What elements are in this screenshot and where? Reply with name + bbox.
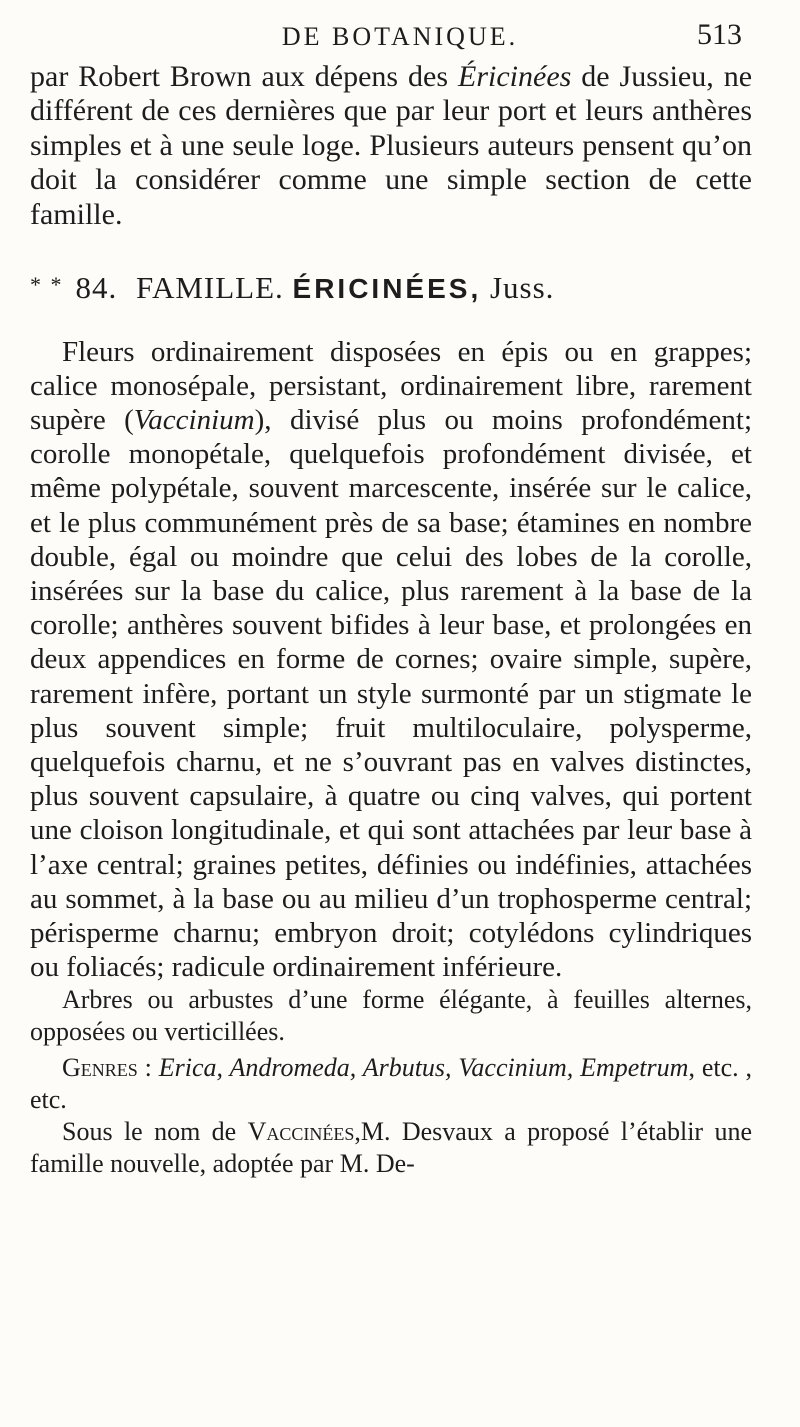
- final-paragraph: [30, 1116, 752, 1180]
- ericinees-term: Éricinées: [458, 60, 572, 93]
- section-number: 84.: [75, 270, 118, 306]
- genres-label: Genres: [62, 1053, 138, 1083]
- genres-list: Erica, Andromeda, Arbutus, Vaccinium, Empetrum: [158, 1053, 689, 1083]
- section-heading: [30, 268, 752, 307]
- description-text-2: ), divisé plus ou moins profondément; corolle monopétale, quelquefois profondément divisée, et même polypétale, souvent marcescente, insérée sur le calice, et le plus communément près de sa base; étamines en nombre double, égal ou moindre que celui des lobes de la corolle, insérées sur la base du calice, plus rarement à la base de la corolle; anthères souvent bifides à leur base, et prolongées en deux appendices en forme de cornes; ovaire simple, supère, rarement infère, portant un style surmonté par un stigmate le plus souvent simple; fruit multiloculaire, polysperme, quelquefois charnu, et ne s’ouvrant pas en valves distinctes, plus souvent capsulaire, à quatre ou cinq valves, qui portent une cloison longitudinale, et qui sont attachées par leur base à l’axe central; graines petites, définies ou indéfinies, attachées au sommet, à la base ou au milieu d’un trophosperme central; périsperme charnu; embryon droit; cotylédons cylindriques ou foliacés; radicule ordinairement inférieure.: [30, 404, 752, 984]
- final-text-2: ,M. Desvaux a proposé l’établir une famille nouvelle, adoptée par M. De-: [30, 1117, 753, 1179]
- family-author: Juss.: [489, 270, 555, 306]
- vaccinees-term: Vaccinées: [247, 1117, 355, 1147]
- intro-text-1: par Robert Brown aux dépens des: [30, 60, 459, 93]
- genres-paragraph: [30, 1052, 752, 1116]
- running-head: DE BOTANIQUE.: [281, 22, 519, 51]
- intro-paragraph: [30, 60, 752, 232]
- vaccinium-term: Vaccinium: [133, 404, 255, 437]
- description-text-1: Fleurs ordinairement disposées en épis ou en grappes; calice monosépale, persistant, ordinairement libre, rarement supère (: [30, 335, 752, 437]
- genres-separator: :: [137, 1053, 159, 1083]
- family-description: [30, 335, 752, 985]
- intro-text-2: de Jussieu, ne différent de ces dernières que par leur port et leurs anthères simples et à une seule loge. Plusieurs auteurs pensent qu’on doit la considérer comme une simple section de cette famille.: [30, 60, 753, 231]
- page-number: 513: [697, 18, 742, 51]
- final-text-1: Sous le nom de: [62, 1117, 248, 1147]
- text-block: [30, 60, 752, 1180]
- genres-tail: , etc. , etc.: [30, 1053, 752, 1115]
- family-name: ÉRICINÉES,: [292, 273, 482, 305]
- family-word: FAMILLE.: [136, 270, 284, 306]
- section-asterisks: * *: [30, 272, 64, 298]
- trees-paragraph: Arbres ou arbustes d’une forme élégante, à feuilles alternes, opposées ou verticillées.: [30, 985, 752, 1047]
- page-header: [0, 18, 800, 58]
